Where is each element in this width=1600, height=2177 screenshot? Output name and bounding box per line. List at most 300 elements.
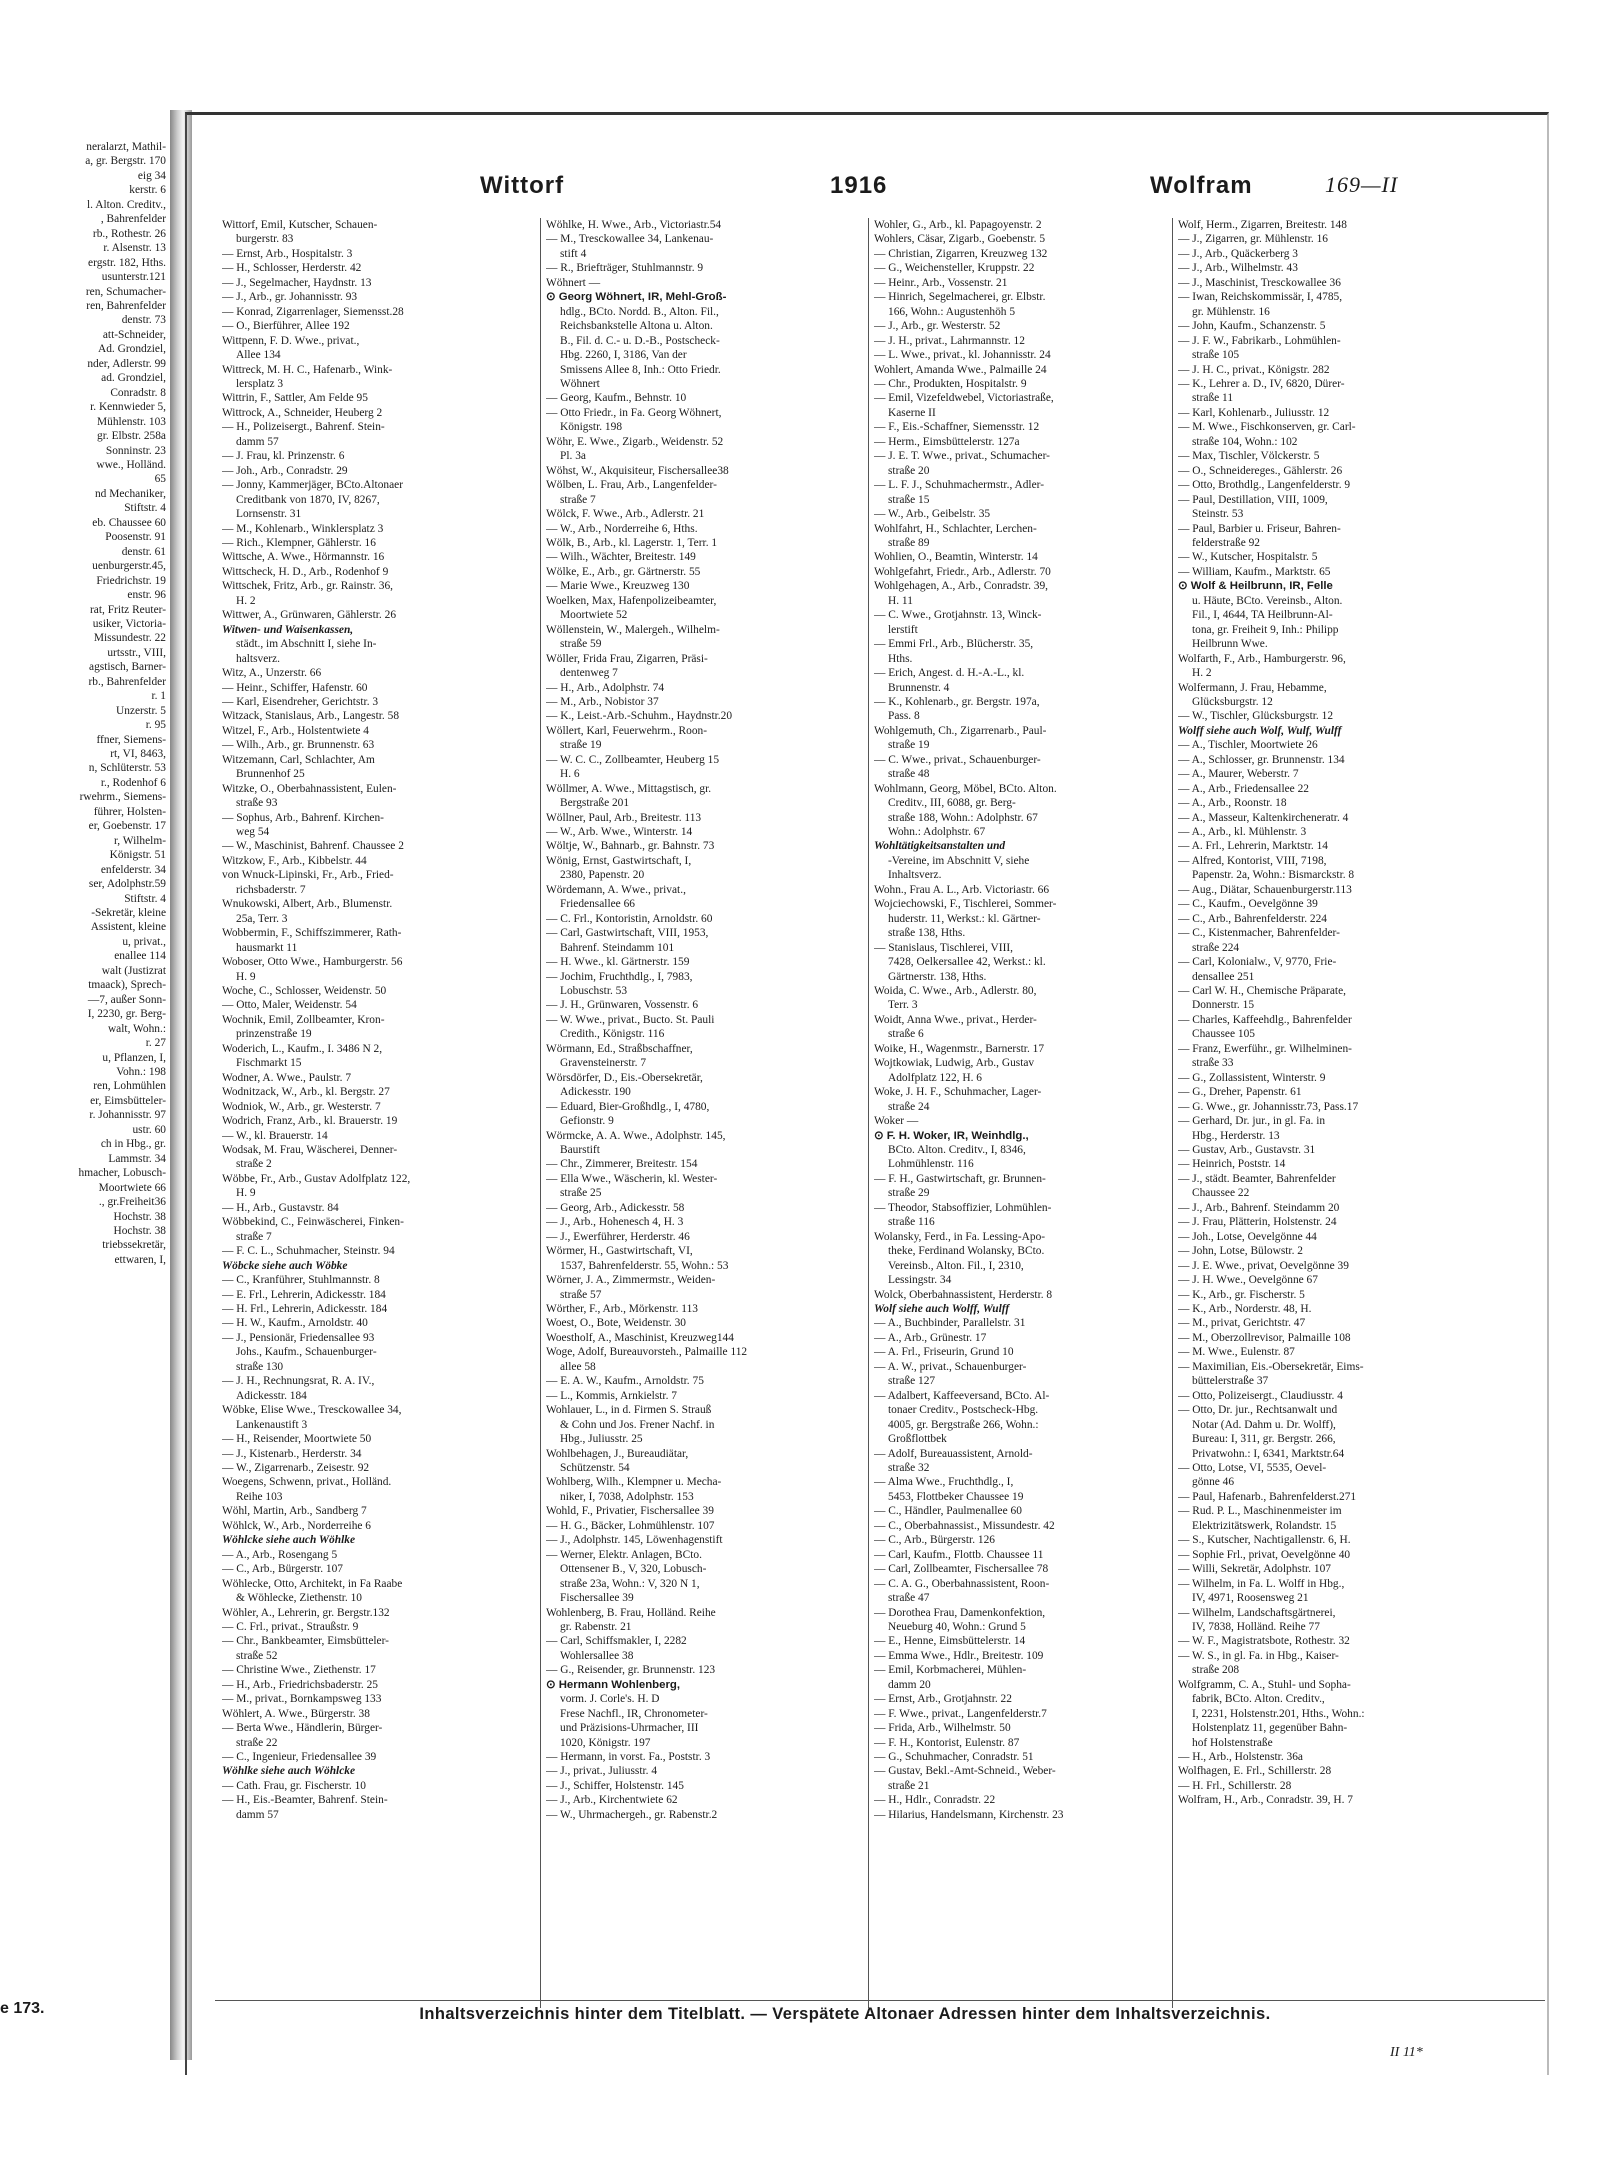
- directory-entry-line: — H. Wwe., kl. Gärtnerstr. 159: [546, 956, 690, 969]
- previous-page-line: rwehrm., Siemens-: [79, 791, 166, 804]
- directory-entry-line: — Paul, Barbier u. Friseur, Bahren-: [1178, 522, 1341, 535]
- signature-mark: II 11*: [1390, 2045, 1423, 2060]
- directory-entry-line: — Gustav, Arb., Gustavstr. 31: [1178, 1144, 1316, 1156]
- directory-entry-line: — A., Maurer, Weberstr. 7: [1178, 768, 1299, 781]
- directory-entry-line: Wolfgramm, C. A., Stuhl- und Sopha-: [1178, 1678, 1351, 1691]
- directory-entry-line: — H., Hdlr., Conradstr. 22: [874, 1794, 996, 1807]
- directory-entry-line: — F. H., Gastwirtschaft, gr. Brunnen-: [874, 1172, 1046, 1185]
- directory-entry-line: Wörther, F., Arb., Mörkenstr. 113: [546, 1302, 698, 1315]
- directory-entry-line: Elektrizitätswerk, Rolandstr. 15: [1192, 1519, 1337, 1532]
- directory-entry-line: — W. C. C., Zollbeamter, Heuberg 15: [546, 753, 720, 766]
- directory-entry-line: — Aug., Diätar, Schauenburgerstr.113: [1178, 883, 1352, 896]
- directory-entry-line: theke, Ferdinand Wolansky, BCto.: [888, 1245, 1045, 1258]
- directory-entry-line: — F. C. L., Schuhmacher, Steinstr. 94: [222, 1245, 395, 1258]
- directory-entry-line: Wöhlke, H. Wwe., Arb., Victoriastr.54: [546, 219, 722, 231]
- previous-page-line: Friedrichstr. 19: [96, 574, 166, 587]
- directory-entry-line: — Joh., Arb., Conradstr. 29: [222, 464, 348, 477]
- directory-entry-line: — M., Oberzollrevisor, Palmaille 108: [1178, 1331, 1351, 1344]
- directory-entry-line: straße 89: [888, 536, 930, 549]
- directory-entry-line: — H., Arb., Gustavstr. 84: [222, 1201, 339, 1214]
- previous-page-line: 65: [154, 473, 166, 486]
- directory-entry-line: — C., Händler, Paulmenallee 60: [874, 1505, 1022, 1518]
- page-footer: Inhaltsverzeichnis hinter dem Titelblatt. — Verspätete Altonaer Adressen hinter dem Inhaltsverzeichnis.: [419, 2005, 1271, 2023]
- directory-entry-line: — Christine Wwe., Ziethenstr. 17: [222, 1664, 376, 1677]
- directory-entry-line: straße 105: [1192, 349, 1240, 362]
- directory-entry-line: — S., Kutscher, Nachtigallenstr. 6, H.: [1178, 1534, 1351, 1547]
- directory-entry-line: — John, Kaufm., Schanzenstr. 5: [1178, 320, 1326, 333]
- directory-entry-line: — Gustav, Bekl.-Amt-Schneid., Weber-: [874, 1765, 1056, 1778]
- directory-entry-line: Wittsche, A. Wwe., Hörmannstr. 16: [222, 551, 385, 564]
- previous-page-line: nder, Adlerstr. 99: [87, 357, 166, 370]
- directory-entry-line: — Carl W. H., Chemische Präparate,: [1178, 985, 1346, 998]
- directory-entry-line: — J. E. T. Wwe., privat., Schumacher-: [874, 450, 1050, 463]
- directory-entry-line: Kaserne II: [888, 406, 936, 419]
- directory-entry-line: Woboser, Otto Wwe., Hamburgerstr. 56: [222, 956, 403, 969]
- directory-entry-line: — C., Arb., Bürgerstr. 107: [222, 1563, 343, 1576]
- previous-page-line: rat, Fritz Reuter-: [90, 603, 166, 616]
- directory-entry-line: — G., Dreher, Papenstr. 61: [1178, 1086, 1302, 1099]
- directory-entry-line: Lankenaustift 3: [236, 1418, 308, 1431]
- previous-page-line: denstr. 73: [121, 314, 166, 327]
- previous-page-line: r. Kennwieder 5,: [90, 401, 166, 414]
- directory-entry-line: H. 6: [560, 768, 580, 781]
- directory-entry-line: Hbg., Herderstr. 13: [1192, 1129, 1280, 1142]
- directory-entry-line: — C., Kranführer, Stuhlmannstr. 8: [222, 1274, 380, 1287]
- directory-entry-line: straße 59: [560, 638, 602, 651]
- directory-entry-line: — Jonny, Kammerjäger, BCto.Altonaer: [222, 479, 404, 492]
- directory-entry-line: — F. Wwe., privat., Langenfelderstr.7: [874, 1707, 1047, 1720]
- directory-entry-line: Wöhst, W., Akquisiteur, Fischersallee38: [546, 464, 729, 477]
- directory-entry-line: — Eduard, Bier-Großhdlg., I, 4780,: [546, 1100, 710, 1113]
- directory-entry-line: straße 22: [236, 1736, 278, 1749]
- directory-entry-line: Lohmühlenstr. 116: [888, 1158, 974, 1171]
- header-left-word: Wittorf: [480, 172, 565, 199]
- directory-entry-line: — J., Adolphstr. 145, Löwenhagenstift: [546, 1534, 723, 1547]
- column-rule: [540, 218, 541, 2008]
- directory-entry-line: Witz, A., Unzerstr. 66: [222, 667, 322, 680]
- directory-entry-line: — Emil, Korbmacherei, Mühlen-: [874, 1664, 1027, 1677]
- directory-entry-line: Wöhlcke siehe auch Wöhlke: [222, 1534, 356, 1547]
- directory-entry-line: -Vereine, im Abschnitt V, siehe: [888, 854, 1030, 867]
- directory-entry-line: tona, gr. Freiheit 9, Inh.: Philipp: [1192, 623, 1339, 636]
- previous-page-line: ren, Bahrenfelder: [86, 299, 166, 312]
- directory-entry-line: 5453, Flottbeker Chaussee 19: [888, 1490, 1024, 1503]
- directory-entry-line: — W., Arb. Wwe., Winterstr. 14: [546, 826, 693, 839]
- directory-entry-line: — C., Kistenmacher, Bahrenfelder-: [1178, 927, 1340, 940]
- directory-entry-line: — Heinr., Schiffer, Hafenstr. 60: [222, 681, 368, 694]
- directory-entry-line: Wöhlert, A. Wwe., Bürgerstr. 38: [222, 1707, 370, 1720]
- previous-page-line: r. 27: [145, 1037, 166, 1050]
- header-right-word: Wolfram: [1150, 172, 1253, 199]
- directory-entry-line: — E. Frl., Lehrerin, Adickesstr. 184: [222, 1288, 386, 1301]
- directory-entry-line: — Charles, Kaffeehdlg., Bahrenfelder: [1178, 1013, 1352, 1026]
- directory-entry-line: — A., Arb., Grünestr. 17: [874, 1331, 987, 1344]
- directory-entry-line: — F., Eis.-Schaffner, Siemensstr. 12: [874, 421, 1040, 434]
- directory-entry-line: Gefionstr. 9: [560, 1115, 614, 1128]
- directory-entry-line: — W., Arb., Norderreihe 6, Hths.: [546, 522, 698, 535]
- directory-entry-line: — K., Arb., Norderstr. 48, H.: [1178, 1302, 1312, 1315]
- column-rule: [868, 218, 869, 2008]
- directory-entry-line: Wolf, Herm., Zigarren, Breitestr. 148: [1178, 219, 1347, 231]
- directory-entry-line: dentenweg 7: [560, 667, 618, 680]
- directory-entry-line: — A. Frl., Lehrerin, Marktstr. 14: [1178, 840, 1328, 853]
- directory-entry-line: und Präzisions-Uhrmacher, III: [560, 1722, 699, 1735]
- directory-entry-line: — O., Bierführer, Allee 192: [222, 320, 350, 333]
- directory-entry-line: — H., Reisender, Moortwiete 50: [222, 1433, 372, 1446]
- directory-entry-line: Notar (Ad. Dahm u. Dr. Wolff),: [1192, 1418, 1336, 1431]
- directory-entry-line: Woida, C. Wwe., Arb., Adlerstr. 80,: [874, 985, 1037, 998]
- directory-entry-line: 7428, Oelkersallee 42, Werkst.: kl.: [888, 956, 1046, 969]
- directory-entry-line: — K., Arb., gr. Fischerstr. 5: [1178, 1288, 1305, 1301]
- previous-page-line: r. Alsenstr. 13: [103, 242, 166, 255]
- directory-entry-line: — C., Ingenieur, Friedensallee 39: [222, 1751, 377, 1764]
- directory-column-1: [222, 218, 552, 2003]
- directory-entry-line: — Franz, Ewerführ., gr. Wilhelminen-: [1178, 1042, 1352, 1055]
- directory-entry-line: — J. H., Grünwaren, Vossenstr. 6: [546, 999, 699, 1012]
- directory-entry-line: straße 7: [560, 493, 596, 506]
- directory-entry-line: u. Häute, BCto. Vereinsb., Alton.: [1192, 594, 1343, 607]
- directory-entry-line: — Sophie Frl., privat, Oevelgönne 40: [1178, 1548, 1351, 1561]
- directory-entry-line: — C., Kaufm., Oevelgönne 39: [1178, 898, 1318, 911]
- directory-entry-line: Reihe 103: [236, 1490, 283, 1503]
- directory-entry-line: Brunnenhof 25: [236, 768, 305, 781]
- previous-page-line: gr. Elbstr. 258a: [97, 430, 166, 443]
- previous-page-line: Lammstr. 34: [108, 1152, 166, 1165]
- previous-page-line: Conradstr. 8: [110, 386, 166, 399]
- previous-page-line: ffner, Siemens-: [96, 733, 166, 746]
- directory-entry-line: — H. G., Bäcker, Lohmühlenstr. 107: [546, 1519, 715, 1532]
- directory-entry-line: — Herm., Eimsbüttelerstr. 127a: [874, 435, 1020, 448]
- directory-entry-line: straße 104, Wohn.: 102: [1192, 435, 1298, 448]
- directory-entry-line: Moortwiete 52: [560, 609, 628, 622]
- directory-entry-line: damm 20: [888, 1678, 931, 1691]
- directory-entry-line: — H., Polizeisergt., Bahrenf. Stein-: [222, 421, 385, 434]
- directory-entry-line: 25a, Terr. 3: [236, 912, 288, 925]
- directory-entry-line: — A., Arb., Roonstr. 18: [1178, 797, 1287, 810]
- directory-entry-line: Wohlberg, Wilh., Klempner u. Mecha-: [546, 1476, 722, 1489]
- previous-page-line: Hochstr. 38: [113, 1224, 166, 1237]
- directory-entry-line: Chaussee 22: [1192, 1187, 1250, 1200]
- directory-entry-line: Wörmcke, A. A. Wwe., Adolphstr. 145,: [546, 1129, 726, 1142]
- directory-entry-line: — M., privat., Bornkampsweg 133: [222, 1693, 382, 1706]
- directory-entry-line: — M., privat, Gerichtstr. 47: [1178, 1317, 1306, 1330]
- directory-entry-line: Wolfarth, F., Arb., Hamburgerstr. 96,: [1178, 652, 1346, 665]
- directory-entry-line: H. 2: [236, 594, 256, 607]
- directory-entry-line: Wittrin, F., Sattler, Am Felde 95: [222, 392, 368, 405]
- directory-entry-line: — Wilhelm, in Fa. L. Wolff in Hbg.,: [1178, 1577, 1345, 1590]
- directory-entry-line: stift 4: [560, 247, 587, 260]
- directory-entry-line: Bergstraße 201: [560, 797, 630, 810]
- directory-column-2: [546, 218, 876, 2003]
- directory-entry-line: tonaer Creditv., Postscheck-Hbg.: [888, 1404, 1039, 1417]
- directory-entry-line: Woker —: [874, 1115, 919, 1128]
- directory-entry-line: Wojciechowski, F., Tischlerei, Sommer-: [874, 898, 1057, 911]
- directory-entry-line: 2380, Papenstr. 20: [560, 869, 645, 882]
- directory-entry-line: hdlg., BCto. Nordd. B., Alton. Fil.,: [560, 305, 719, 318]
- directory-entry-line: Wölk, B., Arb., kl. Lagerstr. 1, Terr. 1: [546, 536, 718, 549]
- directory-entry-line: Wohler, G., Arb., kl. Papagoyenstr. 2: [874, 219, 1042, 231]
- directory-entry-line: Adickesstr. 190: [560, 1086, 631, 1099]
- directory-entry-line: straße 57: [560, 1288, 602, 1301]
- directory-entry-line: Wnukowski, Albert, Arb., Blumenstr.: [222, 898, 393, 911]
- directory-entry-line: Friedensallee 66: [560, 898, 635, 911]
- directory-entry-line: — Adalbert, Kaffeeversand, BCto. Al-: [874, 1389, 1050, 1402]
- directory-entry-line: Lessingstr. 34: [888, 1274, 952, 1287]
- directory-entry-line: — Konrad, Zigarrenlager, Siemensst.28: [222, 305, 404, 318]
- directory-entry-line: — L. F. J., Schuhmachermstr., Adler-: [874, 479, 1045, 492]
- previous-page-line: rb., Rothestr. 26: [92, 227, 166, 240]
- directory-entry-line: Wohn.: Adolphstr. 67: [888, 826, 986, 839]
- previous-page-line: eig 34: [137, 169, 166, 182]
- directory-entry-line: Neueburg 40, Wohn.: Grund 5: [888, 1620, 1026, 1633]
- directory-entry-line: Wörsdörfer, D., Eis.-Obersekretär,: [546, 1071, 703, 1084]
- directory-entry-line: — J., Arb., Kirchentwiete 62: [546, 1794, 678, 1807]
- directory-entry-line: Woge, Adolf, Bureauvorsteh., Palmaille 112: [546, 1346, 748, 1359]
- directory-entry-line: — C. Frl., privat., Straußstr. 9: [222, 1620, 359, 1633]
- directory-entry-line: — John, Lotse, Bülowstr. 2: [1178, 1245, 1303, 1258]
- directory-entry-line: — Hinrich, Segelmacherei, gr. Elbstr.: [874, 291, 1046, 304]
- directory-entry-line: Wöller, Frida Frau, Zigarren, Präsi-: [546, 652, 708, 665]
- directory-entry-line: — Jochim, Fruchthdlg., I, 7983,: [546, 970, 693, 983]
- directory-entry-line: Wittschek, Fritz, Arb., gr. Rainstr. 36,: [222, 580, 394, 593]
- previous-page-line: Assistent, kleine: [90, 921, 166, 934]
- directory-entry-line: Gravensteinerstr. 7: [560, 1057, 647, 1070]
- directory-entry-line: IV, 7838, Holländ. Reihe 77: [1192, 1620, 1320, 1633]
- directory-entry-line: Smissens Allee 8, Inh.: Otto Friedr.: [560, 363, 721, 376]
- directory-entry-line: Heilbrunn Wwe.: [1192, 638, 1268, 651]
- directory-entry-line: — Chr., Produkten, Hospitalstr. 9: [874, 377, 1027, 390]
- directory-entry-line: Woike, H., Wagenmstr., Barnerstr. 17: [874, 1042, 1045, 1055]
- directory-entry-line: — Sophus, Arb., Bahrenf. Kirchen-: [222, 811, 384, 824]
- directory-entry-line: Glücksburgstr. 12: [1192, 695, 1273, 708]
- directory-entry-line: städt., im Abschnitt I, siehe In-: [236, 638, 377, 651]
- directory-entry-line: & Cohn und Jos. Frener Nachf. in: [560, 1418, 715, 1431]
- previous-page-line: usiker, Victoria-: [92, 617, 166, 630]
- directory-entry-line: Wochnik, Emil, Zollbeamter, Kron-: [222, 1013, 385, 1026]
- directory-entry-line: Wölck, F. Wwe., Arb., Adlerstr. 21: [546, 508, 705, 521]
- directory-entry-line: Bahrenf. Steindamm 101: [560, 941, 675, 954]
- previous-page-line: urtsstr., VIII,: [107, 646, 166, 659]
- directory-entry-line: & Wöhlecke, Ziethenstr. 10: [236, 1592, 363, 1605]
- directory-entry-line: — Stanislaus, Tischlerei, VIII,: [874, 941, 1014, 954]
- directory-entry-line: Wolansky, Ferd., in Fa. Lessing-Apo-: [874, 1230, 1046, 1243]
- previous-page-line: ad. Grondziel,: [101, 372, 166, 385]
- directory-entry-line: — C., Arb., Bürgerstr. 126: [874, 1534, 995, 1547]
- directory-entry-line: — Willi, Sekretär, Adolphstr. 107: [1178, 1563, 1331, 1576]
- directory-entry-line: fabrik, BCto. Alton. Creditv.,: [1192, 1693, 1325, 1706]
- directory-entry-line: Hths.: [888, 652, 913, 665]
- directory-entry-line: — O., Schneidereges., Gählerstr. 26: [1178, 464, 1343, 477]
- directory-entry-line: Privatwohn.: I, 6341, Marktstr.64: [1192, 1447, 1345, 1460]
- directory-entry-line: Witwen- und Waisenkassen,: [222, 623, 354, 636]
- directory-entry-line: Wodrich, Franz, Arb., kl. Brauerstr. 19: [222, 1115, 398, 1128]
- directory-column-4: [1178, 218, 1478, 2003]
- previous-page-line: Stiftstr. 4: [124, 892, 166, 905]
- directory-entry-line: straße 19: [560, 739, 602, 752]
- directory-entry-line: — W. Wwe., privat., Bucto. St. Pauli: [546, 1013, 715, 1026]
- directory-entry-line: Wönig, Ernst, Gastwirtschaft, I,: [546, 854, 692, 867]
- directory-entry-line: ⊙ F. H. Woker, IR, Weinhdlg.,: [874, 1129, 1029, 1142]
- directory-entry-line: Woegens, Schwenn, privat., Holländ.: [222, 1476, 392, 1489]
- directory-entry-line: Reichsbankstelle Altona u. Alton.: [560, 320, 713, 333]
- directory-entry-line: 166, Wohn.: Augustenhöh 5: [888, 305, 1016, 318]
- directory-entry-line: — J., Ewerführer, Herderstr. 46: [546, 1230, 690, 1243]
- directory-entry-line: straße 48: [888, 768, 930, 781]
- directory-entry-line: Wohlert, Amanda Wwe., Palmaille 24: [874, 363, 1047, 376]
- directory-entry-line: — Otto, Dr. jur., Rechtsanwalt und: [1178, 1404, 1338, 1417]
- directory-entry-line: Wohlfahrt, H., Schlachter, Lerchen-: [874, 522, 1037, 535]
- directory-entry-line: Woest, O., Bote, Weidenstr. 30: [546, 1317, 687, 1330]
- directory-entry-line: 1020, Königstr. 197: [560, 1736, 651, 1749]
- directory-entry-line: hof Holstenstraße: [1192, 1736, 1273, 1749]
- directory-entry-line: — W., Zigarrenarb., Zeisestr. 92: [222, 1461, 370, 1474]
- directory-entry-line: Hbg., Juliusstr. 25: [560, 1433, 643, 1446]
- directory-entry-line: Credith., Königstr. 116: [560, 1028, 665, 1041]
- previous-page-line: agstisch, Barner-: [89, 661, 166, 674]
- directory-entry-line: BCto. Alton. Creditv., I, 8346,: [888, 1144, 1026, 1156]
- directory-entry-line: — Berta Wwe., Händlerin, Bürger-: [222, 1722, 383, 1735]
- directory-entry-line: richsbaderstr. 7: [236, 883, 306, 896]
- directory-entry-line: straße 15: [888, 493, 930, 506]
- directory-entry-line: von Wnuck-Lipinski, Fr., Arb., Fried-: [222, 869, 394, 882]
- directory-entry-line: — W., Kutscher, Hospitalstr. 5: [1178, 551, 1318, 564]
- directory-entry-line: Wohlauer, L., in d. Firmen S. Strauß: [546, 1404, 712, 1417]
- directory-entry-line: — G. Wwe., gr. Johannisstr.73, Pass.17: [1178, 1100, 1359, 1113]
- directory-entry-line: H. 11: [888, 594, 913, 607]
- directory-entry-line: Adolfplatz 122, H. 6: [888, 1071, 982, 1084]
- directory-entry-line: — Emmi Frl., Arb., Blücherstr. 35,: [874, 638, 1034, 651]
- directory-entry-line: H. 2: [1192, 667, 1212, 680]
- directory-entry-line: Wöllenstein, W., Malergeh., Wilhelm-: [546, 623, 720, 636]
- page-number: 169—II: [1325, 172, 1399, 197]
- directory-entry-line: Wittwer, A., Grünwaren, Gählerstr. 26: [222, 609, 397, 622]
- directory-entry-line: — C. Frl., Kontoristin, Arnoldstr. 60: [546, 912, 713, 925]
- previous-page-line: neralarzt, Mathil-: [86, 141, 166, 153]
- directory-entry-line: Wohlgemuth, Ch., Zigarrenarb., Paul-: [874, 724, 1047, 737]
- directory-entry-line: Wittorf, Emil, Kutscher, Schauen-: [222, 219, 378, 231]
- directory-entry-line: straße 19: [888, 739, 930, 752]
- previous-page-line: u, privat.,: [122, 935, 166, 948]
- directory-entry-line: Wohlien, O., Beamtin, Winterstr. 14: [874, 551, 1038, 564]
- directory-entry-line: — Cath. Frau, gr. Fischerstr. 10: [222, 1779, 366, 1792]
- directory-entry-line: Wittpenn, F. D. Wwe., privat.,: [222, 334, 360, 347]
- directory-entry-line: straße 20: [888, 464, 930, 477]
- previous-page-line: uenburgerstr.45,: [92, 560, 166, 573]
- directory-entry-line: — Otto Friedr., in Fa. Georg Wöhnert,: [546, 406, 722, 419]
- directory-entry-line: Holstenplatz 11, gegenüber Bahn-: [1192, 1722, 1348, 1735]
- directory-entry-line: Wolf siehe auch Wolff, Wulff: [874, 1302, 1010, 1315]
- directory-entry-line: burgerstr. 83: [236, 233, 294, 246]
- directory-entry-line: — Carl, Kolonialw., V, 9770, Frie-: [1178, 956, 1337, 969]
- directory-entry-line: — J., städt. Beamter, Bahrenfelder: [1178, 1172, 1336, 1185]
- directory-entry-line: weg 54: [236, 826, 270, 839]
- directory-entry-line: — J., Arb., gr. Johannisstr. 93: [222, 291, 358, 304]
- directory-entry-line: — Rud. P. L., Maschinenmeister im: [1178, 1505, 1342, 1518]
- directory-entry-line: — Chr., Zimmerer, Breitestr. 154: [546, 1158, 698, 1171]
- directory-entry-line: — A. Frl., Friseurin, Grund 10: [874, 1346, 1014, 1359]
- directory-entry-line: Inhaltsverz.: [888, 869, 942, 882]
- directory-entry-line: — Georg, Kaufm., Behnstr. 10: [546, 392, 687, 405]
- directory-entry-line: straße 29: [888, 1187, 930, 1200]
- directory-entry-line: ⊙ Wolf & Heilbrunn, IR, Felle: [1178, 580, 1333, 593]
- directory-entry-line: — J., Maschinist, Tresckowallee 36: [1178, 276, 1341, 289]
- directory-entry-line: Lobuschstr. 53: [560, 985, 628, 998]
- directory-entry-line: — H., Eis.-Beamter, Bahrenf. Stein-: [222, 1794, 388, 1807]
- directory-entry-line: lerstift: [888, 623, 918, 636]
- directory-entry-line: — L., Kommis, Arnkielstr. 7: [546, 1389, 677, 1402]
- directory-entry-line: — J., Schiffer, Holstenstr. 145: [546, 1779, 684, 1792]
- directory-entry-line: — J., Arb., gr. Westerstr. 52: [874, 320, 1001, 333]
- directory-entry-line: — Iwan, Reichskommissär, I, 4785,: [1178, 291, 1343, 304]
- directory-entry-line: straße 6: [888, 1028, 924, 1041]
- directory-entry-line: Wölben, L. Frau, Arb., Langenfelder-: [546, 479, 717, 492]
- directory-entry-line: H. 9: [236, 970, 256, 983]
- directory-entry-line: Wittreck, M. H. C., Hafenarb., Wink-: [222, 363, 393, 376]
- directory-entry-line: Wolfram, H., Arb., Conradstr. 39, H. 7: [1178, 1794, 1353, 1807]
- directory-entry-line: — Carl, Schiffsmakler, I, 2282: [546, 1635, 687, 1648]
- directory-entry-line: — A., Arb., Rosengang 5: [222, 1548, 338, 1561]
- previous-page-line: ergstr. 182, Hths.: [88, 256, 166, 269]
- directory-entry-line: Wobbermin, F., Schiffszimmerer, Rath-: [222, 927, 402, 940]
- directory-entry-line: Woderich, L., Kaufm., I. 3486 N 2,: [222, 1042, 383, 1055]
- directory-entry-line: — A., Buchbinder, Parallelstr. 31: [874, 1317, 1026, 1330]
- directory-entry-line: Wöllmer, A. Wwe., Mittagstisch, gr.: [546, 782, 712, 795]
- directory-entry-line: Großflottbek: [888, 1433, 947, 1446]
- directory-entry-line: 4005, gr. Bergstraße 266, Wohn.:: [888, 1418, 1039, 1431]
- directory-entry-line: Wöhr, E. Wwe., Zigarb., Weidenstr. 52: [546, 435, 724, 448]
- directory-entry-line: Schützenstr. 54: [560, 1461, 630, 1474]
- directory-entry-line: hausmarkt 11: [236, 941, 298, 954]
- directory-entry-line: — A., Tischler, Moortwiete 26: [1178, 739, 1318, 752]
- directory-entry-line: — Hilarius, Handelsmann, Kirchenstr. 23: [874, 1808, 1064, 1821]
- directory-entry-line: — J. H., privat., Lahrmannstr. 12: [874, 334, 1025, 347]
- directory-entry-line: straße 116: [888, 1216, 935, 1229]
- directory-entry-line: — C., Arb., Bahrenfelderstr. 224: [1178, 912, 1328, 925]
- directory-entry-line: — A., Schlosser, gr. Brunnenstr. 134: [1178, 753, 1345, 766]
- directory-entry-line: Wörmer, H., Gastwirtschaft, VI,: [546, 1245, 693, 1258]
- directory-entry-line: — Otto, Lotse, VI, 5535, Oevel-: [1178, 1461, 1327, 1474]
- directory-entry-line: — F. H., Kontorist, Eulenstr. 87: [874, 1736, 1020, 1749]
- directory-entry-line: — E. A. W., Kaufm., Arnoldstr. 75: [546, 1375, 704, 1388]
- directory-entry-line: Wöhlke siehe auch Wöhlcke: [222, 1765, 356, 1778]
- directory-entry-line: — Hermann, in vorst. Fa., Poststr. 3: [546, 1751, 711, 1764]
- directory-entry-line: straße 21: [888, 1779, 930, 1792]
- directory-entry-line: Witzkow, F., Arb., Kibbelstr. 44: [222, 854, 367, 867]
- directory-entry-line: Donnerstr. 15: [1192, 999, 1255, 1012]
- directory-entry-line: Wöhlck, W., Arb., Norderreihe 6: [222, 1519, 371, 1532]
- directory-entry-line: Wöllner, Paul, Arb., Breitestr. 113: [546, 811, 702, 824]
- directory-entry-line: Wodnitzack, W., Arb., kl. Bergstr. 27: [222, 1086, 390, 1099]
- directory-entry-line: Wölke, E., Arb., gr. Gärtnerstr. 55: [546, 565, 701, 578]
- directory-entry-line: Wohlersallee 38: [560, 1649, 634, 1662]
- directory-entry-line: — M. Wwe., Eulenstr. 87: [1178, 1346, 1295, 1359]
- directory-entry-line: — J. Frau, Plätterin, Holstenstr. 24: [1178, 1216, 1337, 1229]
- directory-entry-line: — C. Wwe., Grotjahnstr. 13, Winck-: [874, 609, 1042, 622]
- directory-entry-line: Chaussee 105: [1192, 1028, 1255, 1041]
- directory-entry-line: straße 127: [888, 1375, 936, 1388]
- directory-entry-line: Fischersallee 39: [560, 1592, 634, 1605]
- previous-page-line: a, gr. Bergstr. 170: [85, 155, 166, 168]
- previous-page-line: enallee 114: [114, 950, 166, 963]
- directory-entry-line: — L. Wwe., privat., kl. Johannisstr. 24: [874, 349, 1051, 362]
- directory-entry-line: — M. Wwe., Fischkonserven, gr. Carl-: [1178, 421, 1356, 434]
- directory-entry-line: — A., Arb., kl. Mühlenstr. 3: [1178, 826, 1307, 839]
- directory-entry-line: Wohn., Frau A. L., Arb. Victoriastr. 66: [874, 883, 1050, 896]
- directory-entry-line: damm 57: [236, 435, 279, 448]
- directory-entry-line: — Wilh., Arb., gr. Brunnenstr. 63: [222, 739, 375, 752]
- directory-entry-line: — Wilhelm, Landschaftsgärtnerei,: [1178, 1606, 1336, 1619]
- directory-entry-line: — Georg, Arb., Adickesstr. 58: [546, 1201, 685, 1214]
